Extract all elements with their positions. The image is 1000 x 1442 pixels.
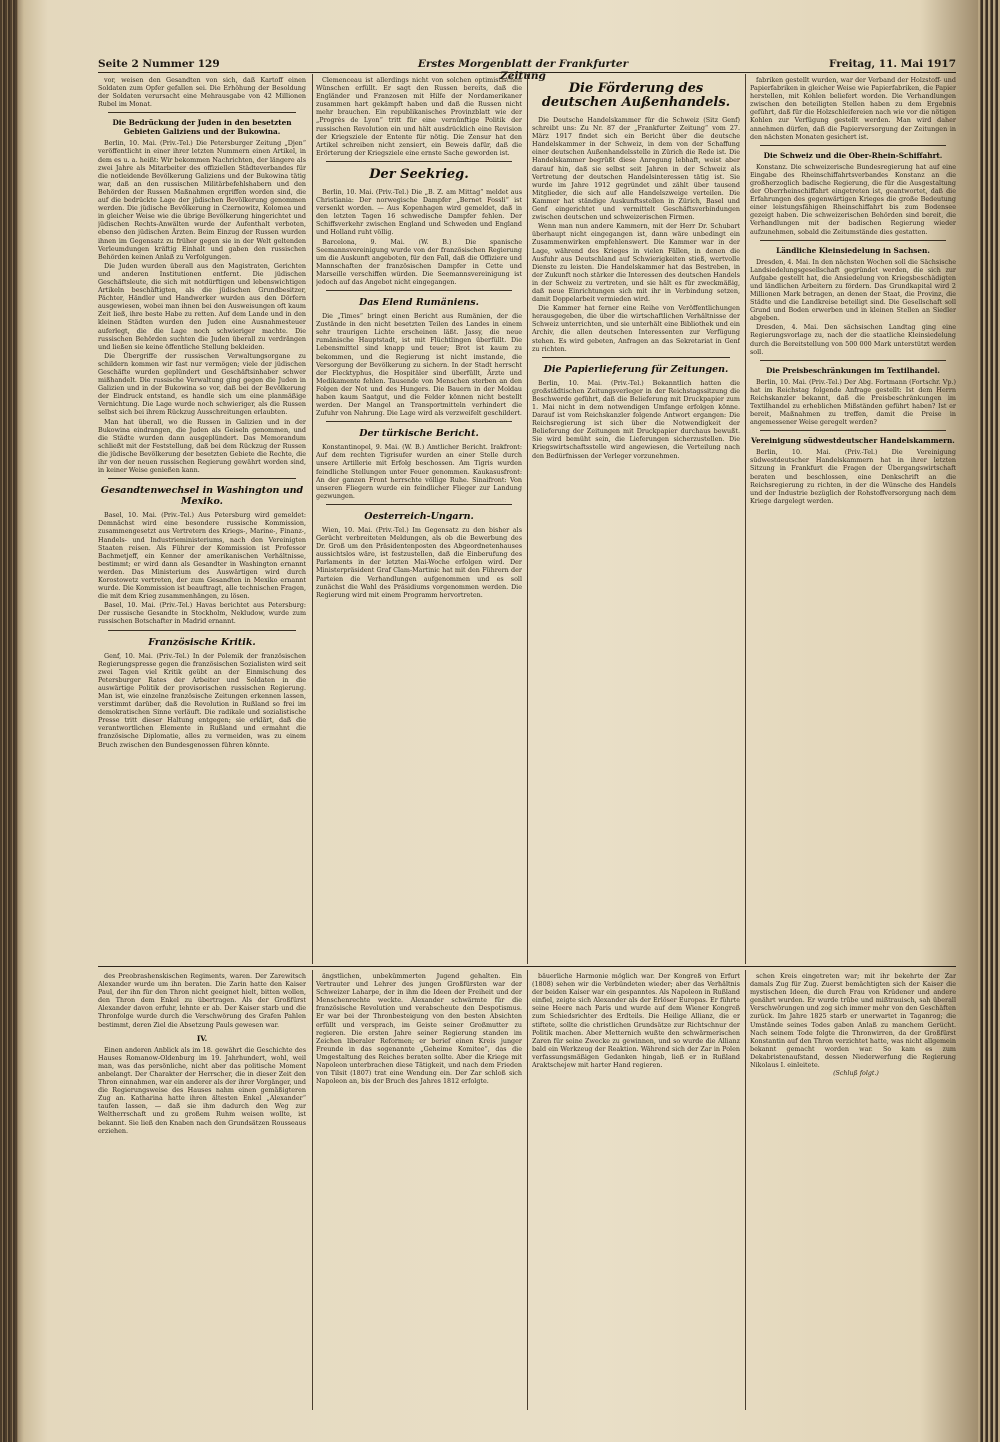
page-number: Seite 2 Nummer 129 — [98, 58, 220, 70]
headline-kritik: Französische Kritik. — [148, 636, 256, 648]
column-divider — [745, 970, 746, 1410]
article-text: Basel, 10. Mai. (Priv.-Tel.) Aus Petersburg wird gemeldet: Demnächst wird eine besondere russische Kommission, zusammengesetzt aus Vertretern des Kriegs-, Marine-, Finanz-, Handels- und Industrieministeriums, nach den Vereinigten Staaten reisen. Als Führer der Kommission ist Professor Bachmetjeff, ein Kenner der amerikanischen Verhältnisse, bestimmt; er wird dann als Gesandter in Washington ernannt werden. Das Ministerium des Auswärtigen wird durch Korostowetz vertreten, der zum Gesandten in Mexiko ernannt wurde. Die Kommission ist beauftragt, alle technischen Fragen, die mit dem Krieg zusammenhängen, zu lösen. — [98, 511, 306, 601]
feuilleton-column-3 — [532, 972, 740, 1410]
headline-rheinschiffahrt: Die Schweiz und die Ober-Rhein-Schiffahrt. — [763, 150, 943, 160]
column-3 — [532, 76, 740, 964]
article-text: Dresden, 4. Mai. Den sächsischen Landtag ging eine Regierungsvorlage zu, nach der die staatliche Kleinsiedelung durch die Bereitstellung von 500 000 Mark unterstützt werden soll. — [750, 323, 956, 356]
page-edges-right — [978, 0, 1000, 1442]
headline-seekrieg: Der Seekrieg. — [369, 166, 469, 182]
feuilleton-column-4 — [750, 972, 956, 1410]
column-divider — [312, 970, 313, 1410]
article-text: fabriken gestellt wurden, war der Verband der Holzstoff- und Papierfabriken in gleicher Weise wie Papierfabriken, die Papier herstellen, mit Kohlen beliefert worden. Die Verhandlungen zwischen den beteiligten Stellen haben zu dem Ergebnis geführt, daß für die Holzschleifereien nach wie vor die nötigen Kohlen zur Verfügung gestellt werden. Man wird daher annehmen dürfen, daß die Papierversorgung der Zeitungen in den nächsten Monaten gesichert ist. — [750, 76, 956, 141]
column-2 — [316, 76, 522, 964]
article-text: Berlin, 10. Mai. (Priv.-Tel.) Die Petersburger Zeitung „Djen“ veröffentlicht in einer ihrer letzten Nummern einen Artikel, in dem es u. a. heißt: Wir bekommen Nachrichten, der längere als zwei Jahre als Mitarbeiter des offiziellen Städteverbandes für die notleidende Bevölkerung Galiziens und der Bukowina tätig war, daß an den russischen Militärbefehlshabern und den Behörden der Russen Maßnahmen ergriffen worden sind, die auf die bedrückte Lage der jüdischen Bevölkerung genommen werden. Die jüdische Bevölkerung in Czernowitz, Kolomea und in gleicher Weise wie die übrige Bevölkerung hingerichtet und jüdischen Rechts-Anwälten wurde der Aufenthalt verboten, ebenso den jüdischen Ärzten. Beim Einzug der Russen wurden ihnen im Gegensatz zu früher gegen sie in der Welt geltenden Verleumdungen kräftig Einhalt und gaben den russischen Behörden keinen Anlaß zu Verfolgungen. — [98, 139, 306, 261]
article-text: Man hat überall, wo die Russen in Galizien und in der Bukowina eindrangen, die Juden als Geiseln genommen, und die Städte wurden dann ausgeplündert. Das Memorandum schließt mit der Feststellung, daß bei dem Rückzug der Russen die jüdische Bevölkerung der besetzten Gebiete die Rechte, die ihr von der neuen russischen Regierung gewährt worden sind, in keiner Weise genießen kann. — [98, 417, 306, 475]
issue-date: Freitag, 11. Mai 1917 — [829, 58, 956, 70]
article-text: Die Übergriffe der russischen Verwaltungsorgane zu schildern kommen wir fast nur vermögen; viele der jüdischen Geschäfte wurden geplündert und Geschäftsinhaber schwer mißhandelt. Die russische Verwaltung ging gegen die Juden in Galizien und in der Bukowina so vor, daß bei der Bevölkerung der Eindruck entstand, es handle sich um eine planmäßige Vernichtung. Die Lage wurde noch schwieriger, als die Russen selbst sich bei ihrem Rückzug Ausschreitungen erlaubten. — [98, 351, 306, 417]
headline-gesandtenwechsel: Gesandtenwechsel in Washington und Mexiko. — [100, 485, 304, 508]
headline-kleinsiedelung: Ländliche Kleinsiedelung in Sachsen. — [776, 245, 930, 255]
feuilleton-text: des Preobrashenskischen Regiments, waren. Der Zarewitsch Alexander wurde um ihn beraten. Die Zarin hatte den Kaiser Paul, der ihn für den Thron nicht geeignet hielt, bitten wollen, den Thron dem Enkel zu übertragen. Als der Großfürst Alexander davon erfuhr, lehnte er ab. Der Kaiser starb und die Thronfolge wurde durch die Verschwörung des Grafen Pahlen bestimmt, deren Ziel die Absetzung Pauls gewesen war. — [98, 972, 306, 1029]
article-text: Clemenceau ist allerdings nicht von solchen optimistischen Wünschen erfüllt. Er sagt den Russen bereits, daß die Engländer und Franzosen mit Hilfe der Nordamerikaner zusammen hart gekämpft haben und daß die Russen nicht mehr brauchen. Ein republikanisches Provinzblatt wie der „Progrès de Lyon“ tritt für eine vernünftige Politik der russischen Revolution ein und hält ausdrücklich eine Revision der Kriegsziele der Entente für nötig. Die Zensur hat den Artikel schreiben nicht zensiert, ein Beweis dafür, daß die Erörterung der Kriegsziele eine ernste Sache geworden ist. — [316, 76, 522, 157]
article-text: Konstanz. Die schweizerische Bundesregierung hat auf eine Eingabe des Rheinschiffahrtsverbandes Konstanz an die großherzoglich badische Regierung, die für die Ausgestaltung der Oberrheinschiffahrt eingetreten ist, geantwortet, daß die Erfahrungen des gegenwärtigen Krieges die große Bedeutung einer leistungsfähigen Rheinschiffahrt bis zum Bodensee gezeigt haben. Die schweizerischen Behörden sind bereit, die Verhandlungen mit der badischen Regierung wieder aufzunehmen, sobald die Zeitumstände dies gestatten. — [750, 162, 956, 236]
article-text: Die „Times“ bringt einen Bericht aus Rumänien, der die Zustände in den nicht besetzten Teilen des Landes in einem sehr traurigen Lichte erscheinen läßt. Jassy, die neue rumänische Hauptstadt, ist mit Flüchtlingen überfüllt. Die Lebensmittel sind knapp und teuer; Brot ist kaum zu bekommen, und die Regierung ist nicht imstande, die Versorgung der Bevölkerung zu sichern. In der Stadt herrscht der Flecktyphus, die Hospitäler sind überfüllt, Ärzte und Medikamente fehlen. Tausende von Menschen sterben an den Folgen der Not und des Hungers. Die Bauern in der Moldau haben kaum Saatgut, und die Felder können nicht bestellt werden. Der Mangel an Transportmitteln verhindert die Zufuhr von Nahrung. Die Lage wird als verzweifelt geschildert. — [316, 312, 522, 418]
article-text: Genf, 10. Mai. (Priv.-Tel.) In der Polemik der französischen Regierungspresse gegen die französischen Sozialisten wird seit zwei Tagen viel Kritik geübt an der Einmischung des Petersburger Rates der Arbeiter und Soldaten in die auswärtige Politik der provisorischen russischen Regierung. Man ist, wie einzelne französische Zeitungen erkennen lassen, verstimmt darüber, daß die Revolution in Rußland so frei im demokratischen Sinne verläuft. Die radikale und sozialistische Presse tritt dieser Haltung entgegen; sie erklärt, daß die verantwortlichen Elemente in Rußland und ermahnt die französische Diplomatie, alles zu vermeiden, was zu einem Bruch zwischen den Bundesgenossen führen könnte. — [98, 651, 306, 749]
headline-handelskammern: Vereinigung südwestdeutscher Handelskammern. — [751, 436, 955, 446]
to-be-continued: (Schluß folgt.) — [833, 1070, 879, 1078]
headline-aussenhandel: Die Förderung des deutschen Außenhandels. — [541, 81, 731, 110]
feuilleton-text: Einen anderen Anblick als im 18. gewährt die Geschichte des Hauses Romanow-Oldenburg im 19. Jahrhundert, wohl, weil man, was das persönliche, nicht aber das politische Moment anbelangt. Der Charakter der Herrscher, die in dieser Zeit den Thron einnahmen, war ein anderer als der ihrer Vorgänger, und die Regierungsweise des Hauses nahm einen gemäßigteren Zug an. Katharina hatte ihren ältesten Enkel „Alexander“ taufen lassen, — daß sie ihm dadurch den Weg zur Weltherrschaft und zu großem Ruhm weisen wollte, ist bekannt. Sie ließ den Knaben nach den Grundsätzen Rousseaus erziehen. — [98, 1045, 306, 1135]
article-text: Berlin, 10. Mai. (Priv.-Tel.) Die „B. Z. am Mittag“ meldet aus Christiania: Der norwegische Dampfer „Bernet Fossli“ ist versenkt worden. — Aus Kopenhagen wird gemeldet, daß in den letzten Tagen 16 schwedische Dampfer fehlen. Der Schiffsverkehr zwischen England und Schweden und England und Holland ruht völlig. — [316, 187, 522, 237]
feuilleton-rule — [98, 966, 956, 967]
article-text: Berlin, 10. Mai. (Priv.-Tel.) Die Vereinigung südwestdeutscher Handelskammern hat in ihrer letzten Sitzung in Frankfurt die Fragen der Übergangswirtschaft beraten und beschlossen, eine Denkschrift an die Reichsregierung zu richten, in der die Wünsche des Handels und der Industrie bezüglich der Rohstoffversorgung nach dem Kriege dargelegt werden. — [750, 448, 956, 505]
article-text: Berlin, 10. Mai. (Priv.-Tel.) Der Abg. Fortmann (Fortschr. Vp.) hat im Reichstag folgende Anfrage gestellt: Ist dem Herrn Reichskanzler bekannt, daß die Preisbeschränkungen im Textilhandel zu erheblichen Mißständen geführt haben? Ist er bereit, Maßnahmen zu treffen, damit die Preise in angemessener Weise geregelt werden? — [750, 377, 956, 427]
headline-textilhandel: Die Preisbeschränkungen im Textilhandel. — [766, 365, 940, 375]
article-continuation: vor, weisen den Gesandten von sich, daß Kartoff einen Soldaten zum Opfer gefallen sei. Die Erhöhung der Besoldung der Soldaten verursacht eine Mehrausgabe von 42 Millionen Rubel im Monat. — [98, 76, 306, 109]
column-1 — [98, 76, 306, 964]
article-text: Konstantinopel, 9. Mai. (W. B.) Amtlicher Bericht. Irakfront: Auf dem rechten Tigrisufer wurden an einer Stelle durch unsere Artillerie mit Erfolg beschossen. Am Tigris wurden feindliche Stellungen unter Feuer genommen. Kaukasusfront: An der ganzen Front herrschte völlige Ruhe. Sinaifront: Von unseren Fliegern wurde ein feindlicher Flieger zur Landung gezwungen. — [316, 443, 522, 500]
headline-rumaenien: Das Elend Rumäniens. — [359, 297, 479, 309]
masthead — [98, 58, 956, 82]
column-4 — [750, 76, 956, 964]
headline-oesterreich: Oesterreich-Ungarn. — [364, 510, 474, 522]
headline-tuerkisch: Der türkische Bericht. — [359, 428, 479, 440]
article-text: Barcelona, 9. Mai. (W. B.) Die spanische Seemannsvereinigung wurde von der französischen Regierung um die Auskunft angeboten, für den Fall, daß die Offiziere und Mannschaften der französischen Dampfer in Cette und Marseille verschiffen würden. Die Seemannsvereinigung ist jedoch auf das Angebot nicht eingegangen. — [316, 237, 522, 286]
feuilleton-column-2 — [316, 972, 522, 1410]
headline-juden: Die Bedrückung der Juden in den besetzten Gebieten Galiziens und der Bukowina. — [112, 118, 292, 137]
article-text: Wenn man nun andere Kammern, mit der Herr Dr. Schubart überhaupt nicht eingegangen ist, dann wäre unbedingt ein Zusammenwirken empfehlenswert. Die Kammer war in der Lage, während des Krieges in vielen Fällen, in denen die Ausfuhr aus Deutschland auf Schwierigkeiten stieß, wertvolle Dienste zu leisten. Die Handelskammer hat das Bestreben, in der Zukunft noch stärker die Interessen des deutschen Handels in der Schweiz zu vertreten, und sie hält es für zweckmäßig, daß neue Einrichtungen sich mit ihr in Verbindung setzen, damit Doppelarbeit vermieden wird. — [532, 222, 740, 304]
feuilleton-text: schen Kreis eingetreten war; mit ihr bekehrte der Zar damals Zug für Zug. Zuerst bemächtigten sich der Kaiser die mystischen Ideen, die durch Frau von Krüdener und andere genährt wurden. Er wurde trübe und mißtrauisch, sah überall Verschwörungen und zog sich immer mehr von den Geschäften zurück. Im Jahre 1825 starb er unerwartet in Taganrog; die Umstände seines Todes gaben Anlaß zu manchem Gerücht. Nach seinem Tode folgte die Thronwirren, da der Großfürst Konstantin auf den Thron verzichtet hatte, was nicht allgemein bekannt gemacht worden war. So kam es zum Dekabristenaufstand, dessen Niederwerfung die Regierung Nikolaus I. einleitete. — [750, 972, 956, 1070]
column-divider — [527, 970, 528, 1410]
article-text: Die Kammer hat ferner eine Reihe von Veröffentlichungen herausgegeben, die über die wirtschaftlichen Verhältnisse der Schweiz unterrichten, und sie unterhält eine Bibliothek und ein Archiv, die allen deutschen Interessenten zur Verfügung stehen. Es wird gebeten, Anfragen an das Sekretariat in Genf zu richten. — [532, 304, 740, 353]
article-text: Die Deutsche Handelskammer für die Schweiz (Sitz Genf) schreibt uns: Zu Nr. 87 der „Frankfurter Zeitung“ vom 27. März 1917 findet sich ein Bericht über die deutsche Handelskammer in der Schweiz, in dem von der Schaffung einer deutschen Außenhandelsstelle in Zürich die Rede ist. Die Handelskammer begrüßt diese Anregung lebhaft, weist aber darauf hin, daß sie selbst seit Jahren in der Schweiz als Vertretung der deutschen Handelsinteressen tätig ist. Sie wurde im Jahre 1912 gegründet und zählt über tausend Mitglieder, die sich auf alle Handelszweige verteilen. Die Kammer hat ständige Auskunftsstellen in Zürich, Basel und Genf eingerichtet und vermittelt Geschäftsverbindungen zwischen deutschen und schweizerischen Firmen. — [532, 116, 740, 222]
article-text: Berlin, 10. Mai. (Priv.-Tel.) Bekanntlich hatten die großstädtischen Zeitungsverleger in der Reichstagssitzung die Beschwerde geführt, daß die Belieferung mit Druckpapier zum 1. Mai nicht in dem notwendigen Umfange erfolgen könne. Darauf ist vom Reichskanzler folgende Antwort ergangen: Die Reichsregierung ist sich über die Notwendigkeit der Belieferung der Zeitungen mit Druckpapier durchaus bewußt. Sie wird bemüht sein, die Lieferungen sicherzustellen. Die Kriegswirtschaftsstelle wird angewiesen, die Verteilung nach den Bedürfnissen der Verleger vorzunehmen. — [532, 378, 740, 460]
article-text: Wien, 10. Mai. (Priv.-Tel.) Im Gegensatz zu den bisher als Gerücht verbreiteten Meldungen, als ob die Bewerbung des Dr. Groß um den Präsidentenposten des Abgeordnetenhauses aussichtslos wäre, ist festzustellen, daß die Einberufung des Parlaments in der letzten Mai-Woche erfolgen wird. Der Ministerpräsident Graf Clam-Martinic hat mit den Führern der Parteien die Verhandlungen aufgenommen und es soll zunächst die Wahl des Präsidiums vorgenommen werden. Die Regierung wird mit einem Programm hervortreten. — [316, 525, 522, 599]
column-divider — [312, 74, 313, 964]
feuilleton-section-number: IV. — [196, 1033, 208, 1043]
paper-title: Erstes Morgenblatt der Frankfurter Zeitung — [417, 58, 629, 82]
feuilleton-column-1 — [98, 972, 306, 1410]
column-divider — [745, 74, 746, 964]
binding-spine-left — [0, 0, 18, 1442]
feuilleton-text: ängstlichen, unbekümmerten Jugend gehalten. Ein Vertrauter und Lehrer des jungen Großfürsten war der Schweizer Laharpe, der in ihm die Ideen der Freiheit und der Menschenrechte weckte. Alexander schwärmte für die französische Revolution und verabscheute den Despotismus. Er war bei der Thronbesteigung von den besten Absichten erfüllt und versprach, im Geiste seiner Großmutter zu regieren. Die ersten Jahre seiner Regierung standen im Zeichen liberaler Reformen; er berief einen Kreis junger Freunde in das sogenannte „Geheime Komitee“, das die Umgestaltung des Reiches beraten sollte. Aber die Kriege mit Napoleon unterbrachen diese Tätigkeit, und nach dem Frieden von Tilsit (1807) trat eine Wendung ein. Der Zar schloß sich Napoleon an, bis der Bruch des Jahres 1812 erfolgte. — [316, 972, 522, 1086]
headline-papierlieferung: Die Papierlieferung für Zeitungen. — [543, 363, 729, 375]
article-text: Basel, 10. Mai. (Priv.-Tel.) Havas berichtet aus Petersburg: Der russische Gesandte in Stockholm, Nekludow, wurde zum russischen Botschafter in Madrid ernannt. — [98, 601, 306, 626]
article-text: Dresden, 4. Mai. In den nächsten Wochen soll die Sächsische Landsiedelungsgesellschaft gegründet werden, die sich zur Aufgabe gestellt hat, die Ansiedelung von Kriegsbeschädigten und ländlichen Arbeitern zu fördern. Das Grundkapital wird 2 Millionen Mark betragen, an denen der Staat, die Provinz, die Städte und die Landkreise beteiligt sind. Die Gesellschaft soll Grund und Boden erwerben und in kleinen Stellen an Siedler abgeben. — [750, 257, 956, 323]
column-divider — [527, 74, 528, 964]
article-text: Die Juden wurden überall aus den Magistraten, Gerichten und anderen Institutionen entfernt. Die jüdischen Geschäftsleute, die sich mit notdürftigen und lebenswichtigen Artikeln beschäftigten, als die jüdischen Grundbesitzer, Pächter, Händler und Handwerker wurden aus den Dörfern ausgewiesen, wobei man ihnen bei den Ausweisungen oft kaum Zeit ließ, ihre beste Habe zu retten. Auf dem Lande und in den kleinen Städten wurden den Juden eine Ausnahmesteuer auferlegt, die die Lage noch schwieriger machte. Die russischen Behörden suchten die Juden überall zu verdrängen und ließen sie keine öffentliche Stellung bekleiden. — [98, 261, 306, 351]
feuilleton-text: bäuerliche Harmonie möglich war. Der Kongreß von Erfurt (1808) sehen wir die Verbündeten wieder; aber das Verhältnis der beiden Kaiser war ein gespanntes. Als Napoleon in Rußland einfiel, zeigte sich Alexander als der Erlöser Europas. Er führte seine Heere nach Paris und wurde auf dem Wiener Kongreß zum Schiedsrichter des Erdteils. Die Heilige Allianz, die er stiftete, sollte die christlichen Grundsätze zur Richtschnur der Politik machen. Aber Metternich wußte den schwärmerischen Zaren für seine Zwecke zu gewinnen, und so wurde die Allianz bald ein Werkzeug der Reaktion. Während sich der Zar in Polen verfassungsmäßigen Gedanken hingab, ließ er in Rußland Araktschejew mit harter Hand regieren. — [532, 972, 740, 1070]
